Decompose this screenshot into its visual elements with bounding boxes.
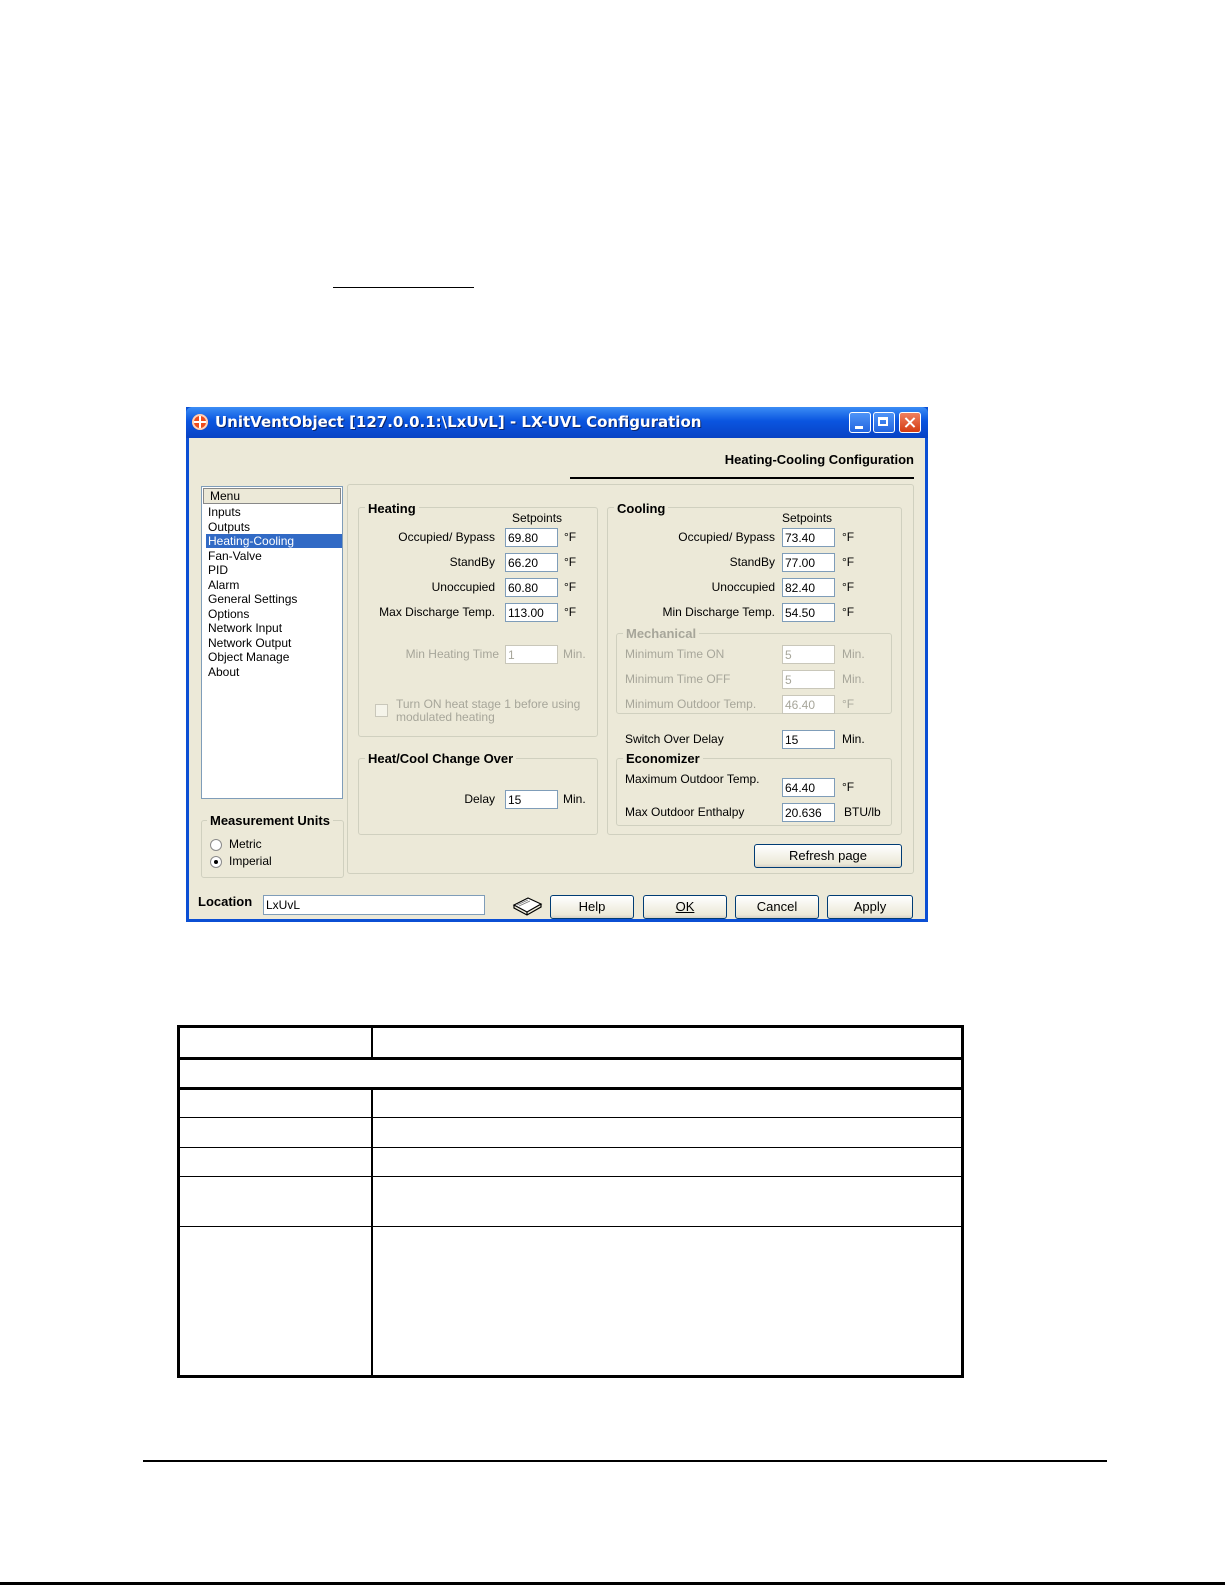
table-header-rule <box>180 1057 961 1060</box>
min-time-on-unit: Min. <box>842 647 865 661</box>
heating-occupied-unit: °F <box>564 530 577 544</box>
help-button[interactable]: Help <box>550 895 634 919</box>
max-outdoor-temp-unit: °F <box>842 780 855 794</box>
switch-over-delay-field[interactable] <box>782 730 835 749</box>
min-time-on-field[interactable] <box>782 645 835 664</box>
cooling-unoccupied-field[interactable] <box>782 578 835 597</box>
min-outdoor-temp-field[interactable] <box>782 695 835 714</box>
imperial-label[interactable]: Imperial <box>229 854 272 868</box>
book-icon[interactable] <box>511 894 543 916</box>
imperial-radio[interactable] <box>210 856 222 868</box>
menu-item-pid[interactable]: PID <box>208 563 229 577</box>
switch-over-delay-unit: Min. <box>842 732 865 746</box>
mechanical-title: Mechanical <box>623 626 699 641</box>
max-outdoor-enthalpy-label: Max Outdoor Enthalpy <box>625 805 745 819</box>
heating-setpoints-header: Setpoints <box>512 511 563 525</box>
heating-unoccupied-field[interactable] <box>505 578 558 597</box>
table-section-rule <box>180 1087 961 1090</box>
minimize-icon[interactable] <box>849 412 871 433</box>
apply-button[interactable]: Apply <box>827 895 913 919</box>
title-bar[interactable] <box>186 407 928 438</box>
cancel-button[interactable]: Cancel <box>735 895 819 919</box>
max-outdoor-enthalpy-field[interactable] <box>782 803 835 822</box>
cooling-standby-unit: °F <box>842 555 855 569</box>
config-window <box>186 407 928 922</box>
cooling-title: Cooling <box>614 501 668 516</box>
heating-occupied-label: Occupied/ Bypass <box>398 530 495 544</box>
menu-item-general-settings[interactable]: General Settings <box>208 592 298 606</box>
close-icon[interactable] <box>899 412 921 433</box>
heating-standby-field[interactable] <box>505 553 558 572</box>
maximize-icon[interactable] <box>873 412 895 433</box>
menu-item-network-output[interactable]: Network Output <box>208 636 292 650</box>
window-title: UnitVentObject [127.0.0.1:\LxUvL] - LX-UVL Configuration <box>215 413 702 431</box>
max-outdoor-temp-label: Maximum Outdoor Temp. <box>625 772 760 786</box>
heat-stage-label-1: Turn ON heat stage 1 before using <box>396 697 581 711</box>
min-heating-time-label: Min Heating Time <box>405 647 499 661</box>
menu-item-alarm[interactable]: Alarm <box>208 578 240 592</box>
heating-standby-unit: °F <box>564 555 577 569</box>
app-icon[interactable] <box>192 414 208 430</box>
cooling-unoccupied-label: Unoccupied <box>711 580 775 594</box>
measurement-units-group <box>201 820 344 878</box>
table-row-rule <box>180 1226 961 1227</box>
cooling-setpoints-header: Setpoints <box>782 511 833 525</box>
footer-rule <box>143 1460 1107 1462</box>
metric-label[interactable]: Metric <box>229 837 262 851</box>
min-heating-time-unit: Min. <box>563 647 586 661</box>
refresh-page-button[interactable]: Refresh page <box>754 844 902 868</box>
cooling-occupied-label: Occupied/ Bypass <box>678 530 775 544</box>
table-row-rule <box>180 1147 961 1148</box>
table-col-divider-header <box>371 1028 373 1058</box>
min-outdoor-temp-label: Minimum Outdoor Temp. <box>625 697 757 711</box>
underline-link <box>333 287 474 288</box>
menu-item-about[interactable]: About <box>208 665 240 679</box>
header-divider <box>570 477 914 479</box>
menu-header[interactable]: Menu <box>203 488 341 504</box>
table-row-rule <box>180 1176 961 1177</box>
changeover-delay-label: Delay <box>464 792 495 806</box>
cooling-unoccupied-unit: °F <box>842 580 855 594</box>
location-label: Location <box>198 894 253 909</box>
changeover-title: Heat/Cool Change Over <box>365 751 516 766</box>
heating-unoccupied-label: Unoccupied <box>431 580 495 594</box>
min-time-off-field[interactable] <box>782 670 835 689</box>
menu-item-network-input[interactable]: Network Input <box>208 621 283 635</box>
max-discharge-unit: °F <box>564 605 577 619</box>
changeover-delay-unit: Min. <box>563 792 586 806</box>
location-field[interactable] <box>263 895 485 915</box>
changeover-delay-field[interactable] <box>505 790 558 809</box>
menu-item-object-manage[interactable]: Object Manage <box>208 650 290 664</box>
min-discharge-field[interactable] <box>782 603 835 622</box>
cooling-standby-field[interactable] <box>782 553 835 572</box>
cooling-standby-label: StandBy <box>729 555 775 569</box>
document-table <box>177 1025 964 1378</box>
heating-standby-label: StandBy <box>449 555 495 569</box>
min-discharge-label: Min Discharge Temp. <box>662 605 775 619</box>
min-discharge-unit: °F <box>842 605 855 619</box>
cooling-occupied-field[interactable] <box>782 528 835 547</box>
max-discharge-field[interactable] <box>505 603 558 622</box>
metric-radio[interactable] <box>210 839 222 851</box>
max-outdoor-enthalpy-unit: BTU/lb <box>844 805 881 819</box>
menu-item-inputs[interactable]: Inputs <box>208 505 241 519</box>
min-time-on-label: Minimum Time ON <box>625 647 725 661</box>
measurement-units-title: Measurement Units <box>207 813 333 828</box>
cooling-occupied-unit: °F <box>842 530 855 544</box>
heat-stage-label-2: modulated heating <box>396 710 495 724</box>
table-row-rule <box>180 1117 961 1118</box>
min-time-off-label: Minimum Time OFF <box>625 672 731 686</box>
max-outdoor-temp-field[interactable] <box>782 778 835 797</box>
window-client <box>189 438 925 919</box>
menu-list[interactable] <box>201 486 343 799</box>
menu-item-outputs[interactable]: Outputs <box>208 520 251 534</box>
switch-over-delay-label: Switch Over Delay <box>625 732 724 746</box>
heat-stage-checkbox[interactable] <box>375 704 388 717</box>
page-title: Heating-Cooling Configuration <box>724 452 914 467</box>
menu-item-heating-cooling[interactable]: Heating-Cooling <box>206 534 342 548</box>
heating-occupied-field[interactable] <box>505 528 558 547</box>
heating-unoccupied-unit: °F <box>564 580 577 594</box>
max-discharge-label: Max Discharge Temp. <box>379 605 495 619</box>
menu-item-fan-valve[interactable]: Fan-Valve <box>208 549 262 563</box>
economizer-title: Economizer <box>623 751 703 766</box>
menu-item-options[interactable]: Options <box>208 607 250 621</box>
min-time-off-unit: Min. <box>842 672 865 686</box>
ok-button[interactable]: OK <box>643 895 727 919</box>
heating-title: Heating <box>365 501 419 516</box>
min-outdoor-temp-unit: °F <box>842 697 855 711</box>
table-col-divider <box>371 1089 373 1375</box>
min-heating-time-field[interactable] <box>505 645 558 664</box>
